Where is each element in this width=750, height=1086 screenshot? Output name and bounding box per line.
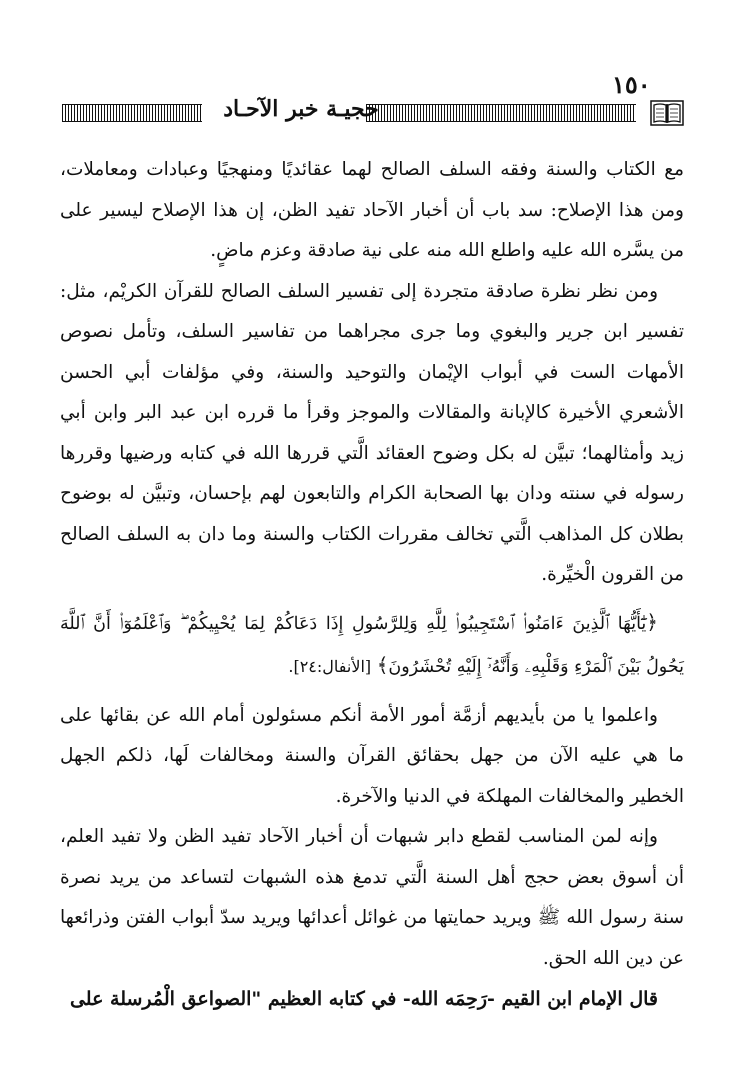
open-book-icon	[650, 100, 684, 126]
paragraph: ومن نظر نظرة صادقة متجردة إلى تفسير السلف الصالح للقرآن الكريْم، مثل: تفسير ابن جرير والبغوي وما جرى مجراهما من تفاسير السلف، وتأمل نصوص الأمهات الست في أبواب الإيْمان والتوحيد والسنة، وفي مؤلفات أبي الحسن الأشعري الأخيرة كالإبانة والمقالات والموجز وقرأ ما قرره ابن عبد البر وابن أبي زيد وأمثالهما؛ تبيَّن له بكل وضوح العقائد الَّتي قررها الله في كتابه ورضيها وقررها رسوله في سنته ودان بها الصحابة الكرام والتابعون لهم بإحسان، وتبيَّن له بوضوح بطلان كل المذاهب الَّتي تخالف مقررات الكتاب والسنة وما دان به السلف الصالح من القرون الْخيِّرة.	[60, 280, 684, 585]
verse-open-bracket: ﴿	[646, 609, 658, 634]
paragraph: واعلموا يا من بأيديهم أزمَّة أمور الأمة أنكم مسئولون أمام الله عن بقائها على ما هي عليه الآن من جهل بحقائق القرآن والسنة ومخالفات لَها، ذلكم الجهل الخطير والمخالفات المهلكة في الدنيا والآخرة.	[60, 704, 684, 807]
header-rule-right	[366, 104, 636, 122]
page-body	[60, 150, 684, 1020]
paragraph: مع الكتاب والسنة وفقه السلف الصالح لهما عقائديًا ومنهجيًا وعبادات ومعاملات، ومن هذا الإصلاح: سد باب أن أخبار الآحاد تفيد الظن، إن هذا الإصلاح ليسير على من يسَّره الله عليه واطلع الله منه على نية صادقة وعزم ماضٍ.	[60, 159, 684, 261]
paragraph: وإنه لمن المناسب لقطع دابر شبهات أن أخبار الآحاد تفيد الظن ولا تفيد العلم، أن أسوق بعض حجج أهل السنة الَّتي تدمغ هذه الشبهات لتساعد من يريد نصرة سنة رسول الله ﷺ ويريد حمايتها من غوائل أعدائها ويريد سدّ أبواب الفتن وذرائعها عن دين الله الحق.	[60, 826, 684, 969]
page-number: ١٥٠	[612, 70, 651, 99]
verse-close-bracket: ﴾	[376, 652, 389, 677]
quran-verse	[60, 602, 684, 688]
verse-text: يَٰٓأَيُّهَا ٱلَّذِينَ ءَامَنُوا۟ ٱسْتَجِيبُوا۟ لِلَّهِ وَلِلرَّسُولِ إِذَا دَعَاكُمْ لِمَا يُحْيِيكُمْ ۖ وَٱعْلَمُوٓا۟ أَنَّ ٱللَّهَ يَحُولُ بَيْنَ ٱلْمَرْءِ وَقَلْبِهِۦ وَأَنَّهُۥٓ إِلَيْهِ تُحْشَرُونَ	[60, 613, 684, 677]
running-title: حجيـة خبر الآحـاد	[223, 96, 379, 122]
quote-intro: قال الإمام ابن القيم -رَحِمَه الله- في كتابه العظيم "الصواعق الْمُرسلة على	[69, 988, 658, 1010]
verse-reference: [الأنفال:٢٤].	[288, 656, 372, 676]
header-rule-left	[62, 104, 202, 122]
running-header	[62, 98, 684, 132]
